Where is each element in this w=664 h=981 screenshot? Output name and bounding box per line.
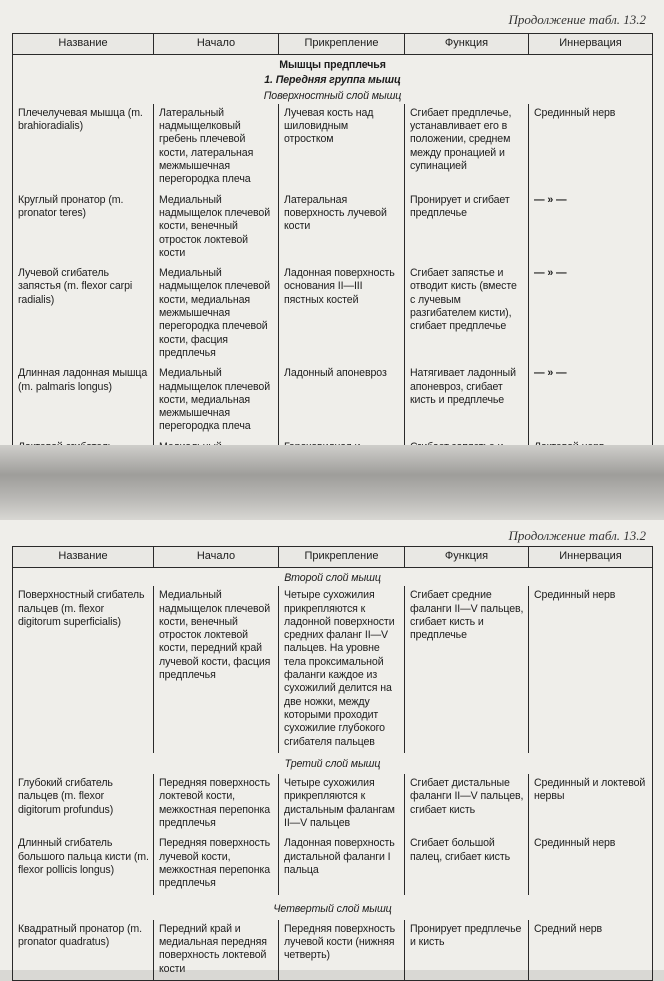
col-origin-header: Начало: [154, 547, 279, 568]
col-innervation-header: Иннервация: [529, 34, 653, 55]
muscle-name: Плечелучевая мышца (m. brahioradialis): [13, 104, 154, 191]
muscle-function: Пронирует предплечье и кисть: [405, 920, 529, 981]
muscle-origin: Передняя поверхность лучевой кости, межкостная перепонка предплечья: [154, 834, 279, 894]
muscle-origin: Медиальный надмыщелок плечевой кости, венечный отросток локтевой кости: [154, 191, 279, 264]
muscle-insertion: Ладонная поверхность дистальной фаланги I пальца: [279, 834, 405, 894]
muscle-origin: Медиальный надмыщелок плечевой кости, медиальная межмышечная перегородка плеча: [154, 364, 279, 437]
muscle-function: Сгибает большой палец, сгибает кисть: [405, 834, 529, 894]
muscle-function: Сгибает предплечье, устанавливает его в положении, среднем между пронацией и супинацией: [405, 104, 529, 191]
continuation-header: Продолжение табл. 13.2: [508, 12, 646, 27]
layer-title: Второй слой мышц: [284, 572, 381, 584]
muscle-function: Сгибает дистальные фаланги II—V пальцев, сгибает кисть: [405, 774, 529, 834]
muscle-function: Пронирует и сгибает предплечье: [405, 191, 529, 264]
header-row: [13, 547, 653, 568]
layer-title: Четвертый слой мышц: [273, 902, 392, 915]
table-row: [13, 774, 653, 834]
table-row: [13, 364, 653, 437]
col-origin-header: Начало: [154, 34, 279, 55]
muscle-table-bottom: [12, 546, 653, 981]
layer-title-row: [13, 568, 653, 587]
muscle-innervation: — » —: [529, 364, 653, 437]
col-insertion-header: Прикрепление: [279, 547, 405, 568]
table-row: [13, 834, 653, 894]
muscle-insertion: Четыре сухожилия прикрепляются к дистальным фалангам II—V пальцев: [279, 774, 405, 834]
muscle-name: Поверхностный сгибатель пальцев (m. flexor digitorum superficialis): [13, 586, 154, 753]
muscle-origin: Передняя поверхность локтевой кости, межкостная перепонка предплечья: [154, 774, 279, 834]
page-top: [0, 0, 664, 445]
muscle-function: Сгибает запястье и отводит кисть (вместе с лучевым разгибателем кисти), сгибает предплечье: [405, 264, 529, 364]
muscle-insertion: Ладонная поверхность основания II—III пястных костей: [279, 264, 405, 364]
group-title-row: [13, 73, 653, 88]
group-title: 1. Передняя группа мышц: [264, 74, 401, 87]
layer-title: Поверхностный слой мышц: [263, 89, 402, 102]
col-name-header: Название: [13, 547, 154, 568]
muscle-insertion: Латеральная поверхность лучевой кости: [279, 191, 405, 264]
continuation-header: Продолжение табл. 13.2: [508, 528, 646, 543]
col-function-header: Функция: [405, 547, 529, 568]
muscle-name: Длинный сгибатель большого пальца кисти (m. flexor pollicis longus): [13, 834, 154, 894]
section-title-row: [13, 55, 653, 74]
muscle-name: Квадратный пронатор (m. pronator quadratus): [13, 920, 154, 981]
layer-title-row: [13, 753, 653, 774]
page-bottom: [0, 520, 664, 975]
muscle-name: Глубокий сгибатель пальцев (m. flexor digitorum profundus): [13, 774, 154, 834]
muscle-function: Сгибает средние фаланги II—V пальцев, сгибает кисть и предплечье: [405, 586, 529, 753]
layer-title-row: [13, 895, 653, 920]
table-row: [13, 104, 653, 191]
muscle-insertion: Передняя поверхность лучевой кости (нижняя четверть): [279, 920, 405, 981]
muscle-insertion: Ладонный апоневроз: [279, 364, 405, 437]
muscle-origin: Передний край и медиальная передняя поверхность локтевой кости: [154, 920, 279, 981]
col-innervation-header: Иннервация: [529, 547, 653, 568]
muscle-innervation: — » —: [529, 264, 653, 364]
layer-title: Третий слой мышц: [284, 757, 381, 770]
muscle-name: Длинная ладонная мышца (m. palmaris longus): [13, 364, 154, 437]
muscle-innervation: Срединный нерв: [529, 104, 653, 191]
muscle-innervation: Срединный и локтевой нервы: [529, 774, 653, 834]
page-gap: [0, 445, 664, 520]
table-row: [13, 264, 653, 364]
muscle-insertion: Четыре сухожилия прикрепляются к ладонной поверхности средних фаланг II—V пальцев. На уровне тела проксимальной фаланги каждое из сухожилий делится на две ножки, между которыми проходит сухожилие глубокого сгибателя пальцев: [279, 586, 405, 753]
layer-title-row: [13, 89, 653, 104]
col-name-header: Название: [13, 34, 154, 55]
muscle-innervation: Срединный нерв: [529, 586, 653, 753]
muscle-function: Натягивает ладонный апоневроз, сгибает кисть и предплечье: [405, 364, 529, 437]
col-function-header: Функция: [405, 34, 529, 55]
muscle-origin: Медиальный надмыщелок плечевой кости, медиальная межмышечная перегородка плечевой кости, фасция предплечья: [154, 264, 279, 364]
header-row: [13, 34, 653, 55]
muscle-origin: Медиальный надмыщелок плечевой кости, венечный отросток локтевой кости, передний край лучевой кости, фасция предплечья: [154, 586, 279, 753]
muscle-name: Лучевой сгибатель запястья (m. flexor carpi radialis): [13, 264, 154, 364]
muscle-insertion: Лучевая кость над шиловидным отростком: [279, 104, 405, 191]
section-title: Мышцы предплечья: [279, 59, 386, 71]
muscle-innervation: — » —: [529, 191, 653, 264]
table-row: [13, 586, 653, 753]
muscle-innervation: Срединный нерв: [529, 834, 653, 894]
muscle-name: Круглый пронатор (m. pronator teres): [13, 191, 154, 264]
col-insertion-header: Прикрепление: [279, 34, 405, 55]
table-row: [13, 191, 653, 264]
table-row: [13, 920, 653, 981]
muscle-origin: Латеральный надмыщелковый гребень плечевой кости, латеральная межмышечная перегородка плеча: [154, 104, 279, 191]
muscle-innervation: Средний нерв: [529, 920, 653, 981]
